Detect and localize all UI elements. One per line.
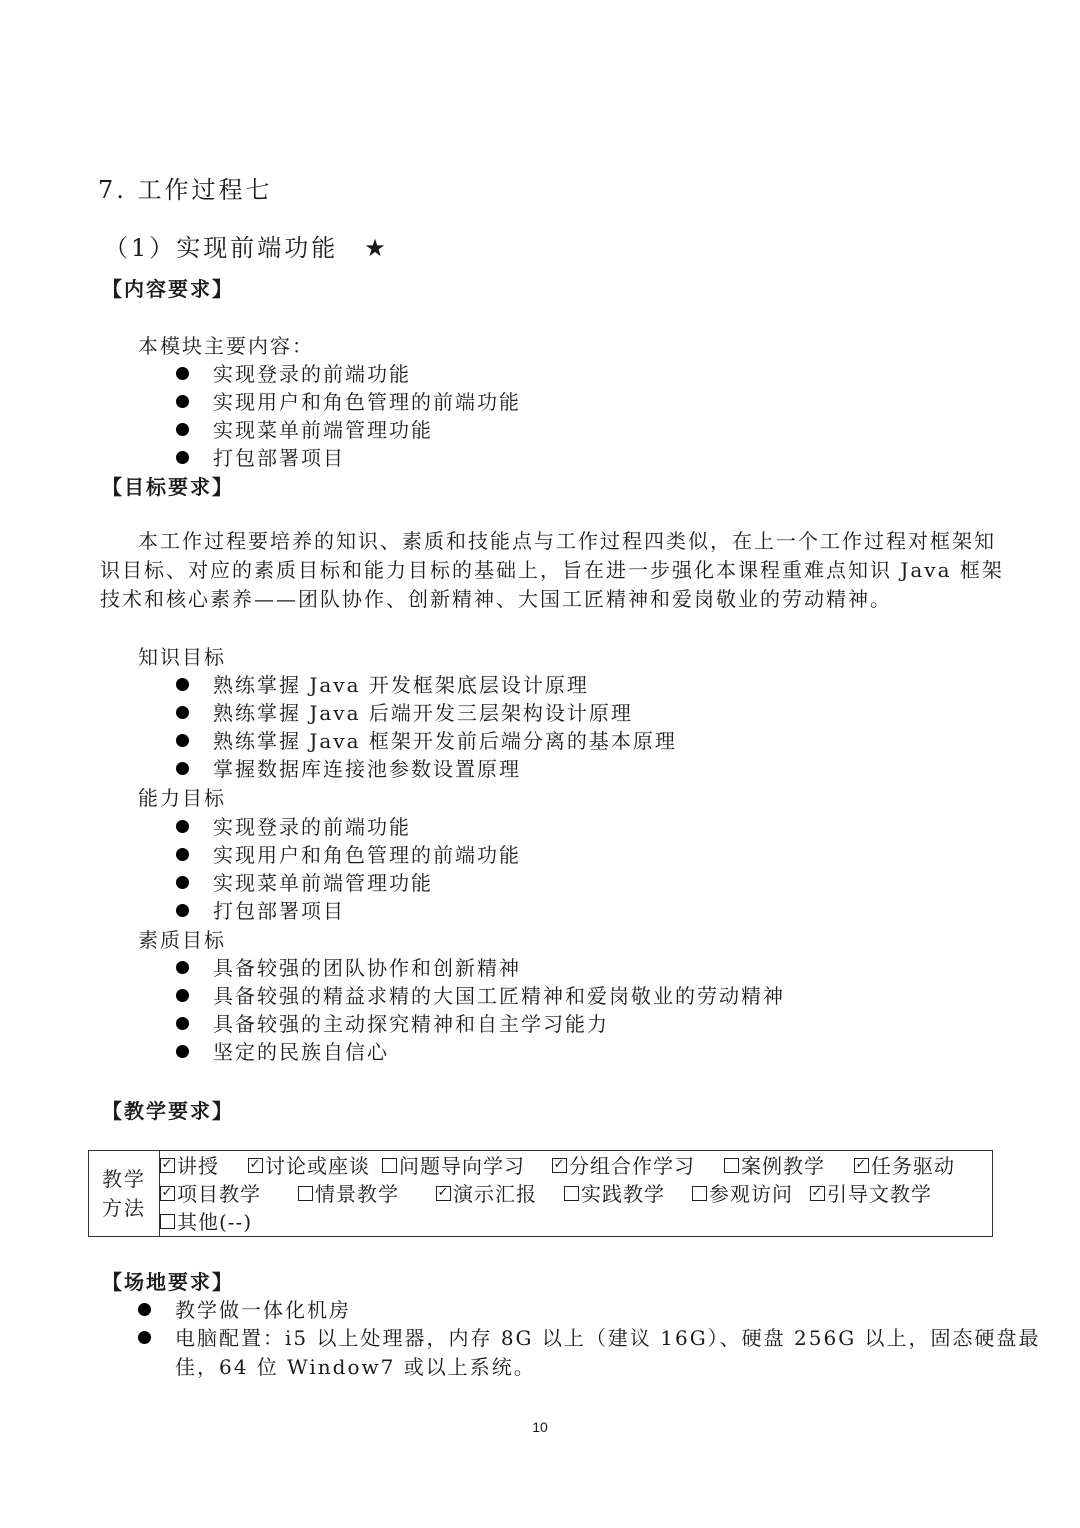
list-item: 熟练掌握 Java 开发框架底层设计原理 [176,669,589,698]
checkbox-unchecked-icon [298,1186,313,1201]
subsection-title-text: （1）实现前端功能 [104,234,339,262]
bullet-icon [176,904,189,917]
knowledge-title: 知识目标 [138,645,226,669]
list-item: 实现菜单前端管理功能 [176,867,433,896]
bullet-icon [138,1303,151,1316]
quality-title: 素质目标 [138,928,226,952]
goal-req-heading: 【目标要求】 [102,475,234,499]
section-title: 7. 工作过程七 [98,176,273,204]
site-req-heading: 【场地要求】 [102,1270,234,1294]
method-option: 参观访问 [692,1180,793,1208]
bullet-icon [176,762,189,775]
bullet-icon [176,423,189,436]
bullet-icon [176,395,189,408]
list-item: 熟练掌握 Java 框架开发前后端分离的基本原理 [176,725,677,754]
list-item: 具备较强的团队协作和创新精神 [176,952,521,981]
method-option: ✓ 分组合作学习 [553,1153,695,1178]
bullet-icon [176,734,189,747]
bullet-icon [176,989,189,1002]
checkbox-checked-icon: ✓ [437,1184,450,1200]
list-item: 熟练掌握 Java 后端开发三层架构设计原理 [176,697,633,726]
method-option: ✓ 讨论或座谈 [249,1153,370,1178]
list-item: 打包部署项目 [176,895,345,924]
bullet-icon [176,820,189,833]
teaching-methods-label: 教学 方法 [89,1151,160,1237]
ability-title: 能力目标 [138,786,226,810]
checkbox-checked-icon: ✓ [855,1156,868,1172]
checkbox-checked-icon: ✓ [161,1184,174,1200]
method-option: 其他(--) [160,1208,252,1236]
bullet-icon [176,1017,189,1030]
teaching-req-heading: 【教学要求】 [102,1099,234,1123]
bullet-icon [176,876,189,889]
method-option: ✓ 任务驱动 [855,1153,955,1178]
content-req-heading: 【内容要求】 [102,277,234,301]
checkbox-checked-icon: ✓ [811,1184,824,1200]
checkbox-unchecked-icon [382,1158,397,1173]
bullet-icon [176,367,189,380]
checkbox-unchecked-icon [160,1214,175,1229]
method-option: 情景教学 [298,1180,399,1208]
subsection-title [104,228,389,263]
method-option: ✓ 项目教学 [161,1181,261,1206]
method-option: 问题导向学习 [382,1152,525,1180]
checkbox-unchecked-icon [692,1186,707,1201]
bullet-icon [176,1045,189,1058]
checkbox-checked-icon: ✓ [161,1156,174,1172]
bullet-icon [176,451,189,464]
method-option: ✓ 讲授 [161,1153,219,1178]
list-item: 实现用户和角色管理的前端功能 [176,839,521,868]
method-option: 实践教学 [564,1180,665,1208]
method-option: ✓ 演示汇报 [437,1181,537,1206]
list-item: 实现用户和角色管理的前端功能 [176,386,521,415]
list-item: 打包部署项目 [176,442,345,471]
list-item: 具备较强的主动探究精神和自主学习能力 [176,1008,609,1037]
checkbox-checked-icon: ✓ [249,1156,262,1172]
star-icon: ★ [364,234,389,262]
checkbox-unchecked-icon [564,1186,579,1201]
method-option: ✓ 引导文教学 [811,1181,932,1206]
checkbox-unchecked-icon [724,1158,739,1173]
list-item: 教学做一体化机房 [138,1294,351,1323]
bullet-icon [176,848,189,861]
content-intro: 本模块主要内容： [138,334,314,358]
teaching-methods-table [88,1150,993,1237]
list-item: 实现登录的前端功能 [176,358,411,387]
list-item: 具备较强的精益求精的大国工匠精神和爱岗敬业的劳动精神 [176,980,785,1009]
bullet-icon [176,678,189,691]
teaching-methods-options [160,1151,993,1237]
list-item: 实现菜单前端管理功能 [176,414,433,443]
bullet-icon [176,706,189,719]
list-item-continuation: 佳，64 位 Window7 或以上系统。 [175,1355,536,1379]
checkbox-checked-icon: ✓ [553,1156,566,1172]
goal-paragraph: 本工作过程要培养的知识、素质和技能点与工作过程四类似，在上一个工作过程对框架知 识目标、对应的素质目标和能力目标的基础上，旨在进一步强化本课程重难点知识 Java 框架 技术和核心素养——团队协作、创新精神、大国工匠精神和爱岗敬业的劳动精神。 [100,529,1004,611]
list-item: 掌握数据库连接池参数设置原理 [176,753,521,782]
page-number: 10 [532,1419,548,1435]
list-item: 实现登录的前端功能 [176,811,411,840]
list-item: 电脑配置：i5 以上处理器，内存 8G 以上（建议 16G）、硬盘 256G 以上，固态硬盘最 [138,1322,1041,1351]
bullet-icon [138,1331,151,1344]
list-item: 坚定的民族自信心 [176,1036,389,1065]
method-option: 案例教学 [724,1152,825,1180]
bullet-icon [176,961,189,974]
